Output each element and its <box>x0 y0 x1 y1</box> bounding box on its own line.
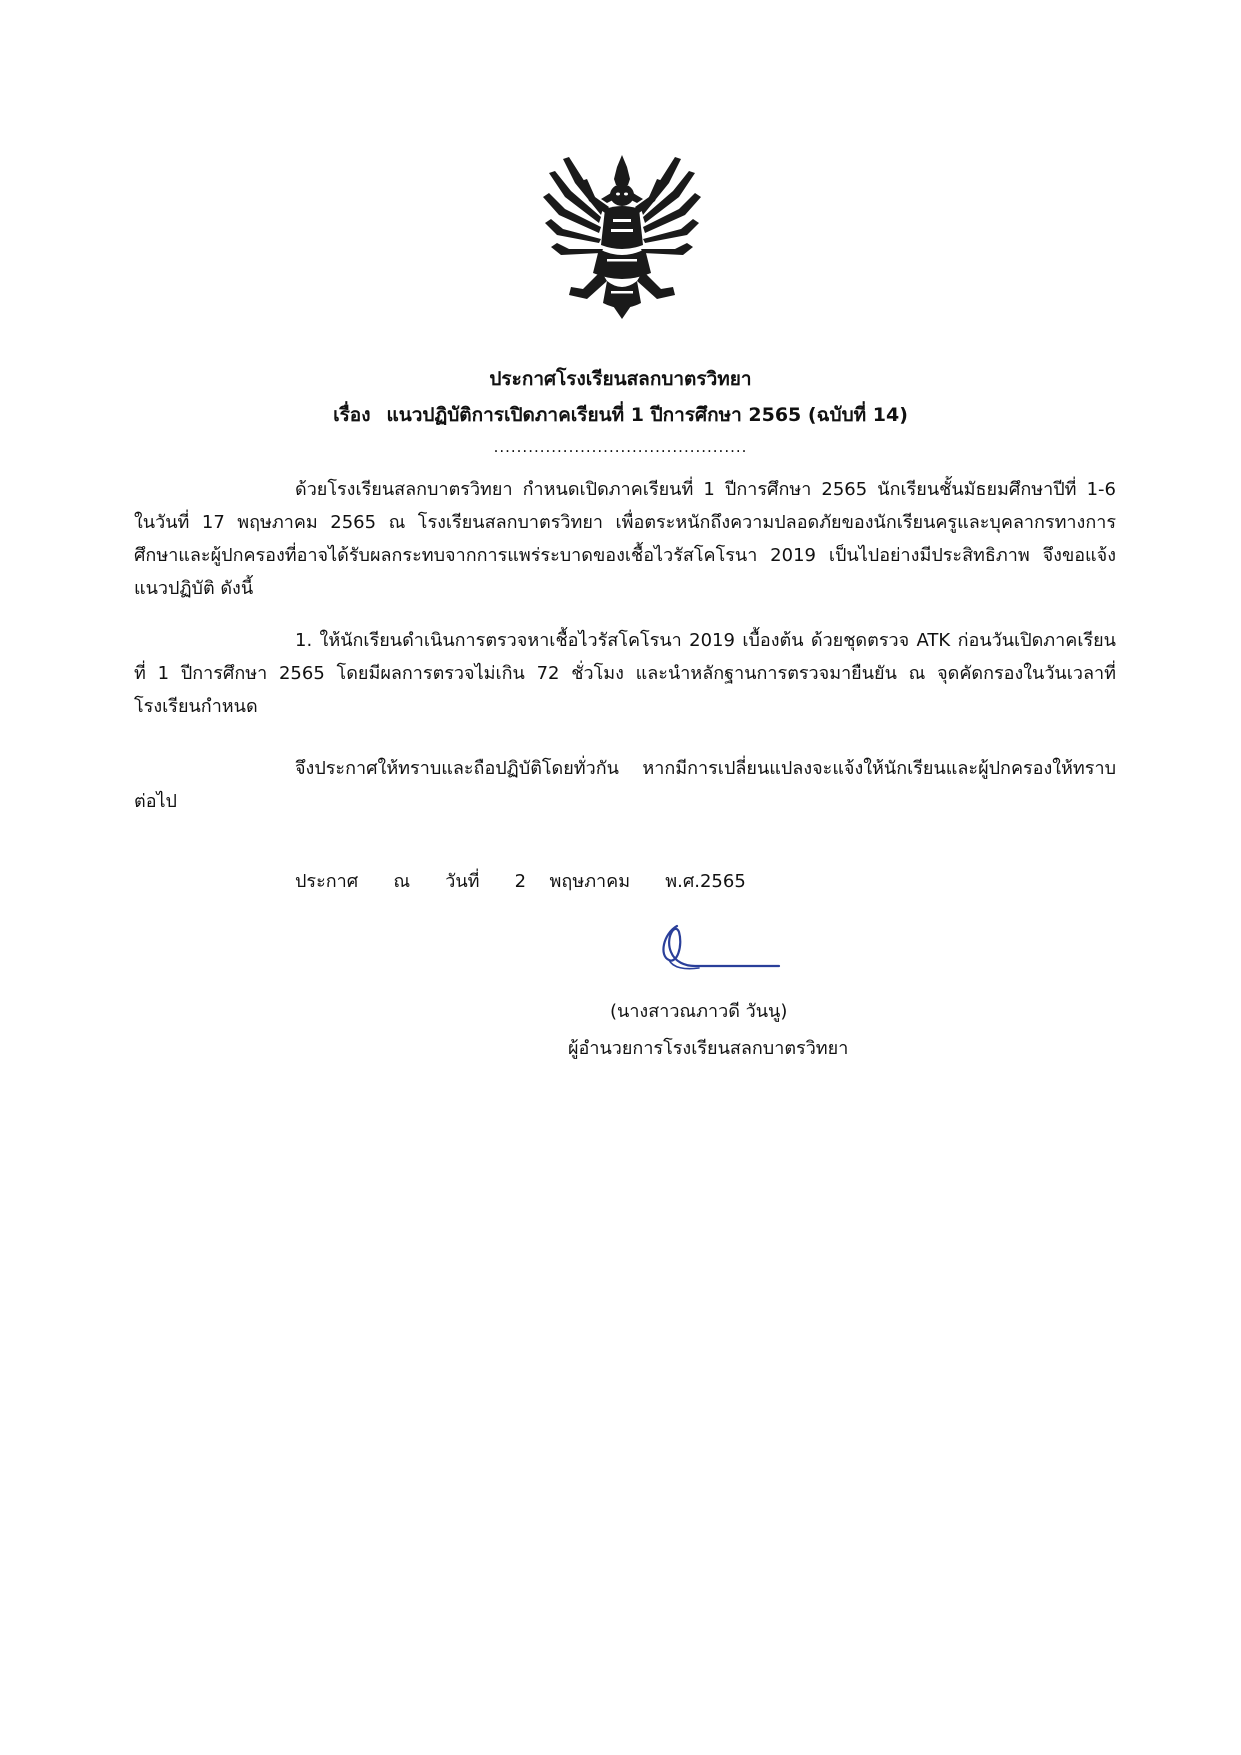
document-title: ประกาศโรงเรียนสลกบาตรวิทยา <box>489 368 752 390</box>
document-subject <box>0 400 1241 430</box>
announcement-date: ประกาศ ณ วันที่ 2 พฤษภาคม พ.ศ.2565 <box>295 871 746 892</box>
garuda-emblem-icon <box>541 153 704 321</box>
subject-label: เรื่อง <box>333 404 371 426</box>
signer-title: ผู้อำนวยการโรงเรียนสลกบาตรวิทยา <box>568 1038 849 1059</box>
handwritten-signature-icon <box>655 916 785 976</box>
body-paragraph-intro: ด้วยโรงเรียนสลกบาตรวิทยา กำหนดเปิดภาคเรียนที่ 1 ปีการศึกษา 2565 นักเรียนชั้นมัธยมศึกษาปีที่ 1-6 ในวันที่ 17 พฤษภาคม 2565 ณ โรงเรียนสลกบาตรวิทยา เพื่อตระหนักถึงความปลอดภัยของนักเรียนครูและบุคลากรทางการศึกษาและผู้ปกครองที่อาจได้รับผลกระทบจากการแพร่ระบาดของเชื้อไวรัสโคโรนา 2019 เป็นไปอย่างมีประสิทธิภาพ จึงขอแจ้งแนวปฏิบัติ ดังนี้ <box>134 479 1116 599</box>
body-paragraph-closing: จึงประกาศให้ทราบและถือปฏิบัติโดยทั่วกัน หากมีการเปลี่ยนแปลงจะแจ้งให้นักเรียนและผู้ปกครองให้ทราบต่อไป <box>134 758 1116 812</box>
subject-text: แนวปฏิบัติการเปิดภาคเรียนที่ 1 ปีการศึกษา 2565 (ฉบับที่ 14) <box>386 404 908 426</box>
title-separator: ............................................ <box>493 438 748 456</box>
signer-name: (นางสาวณภาวดี วันนู) <box>610 1001 788 1022</box>
body-paragraph-item-1: 1. ให้นักเรียนดำเนินการตรวจหาเชื้อไวรัสโคโรนา 2019 เบื้องต้น ด้วยชุดตรวจ ATK ก่อนวันเปิดภาคเรียนที่ 1 ปีการศึกษา 2565 โดยมีผลการตรวจไม่เกิน 72 ชั่วโมง และนำหลักฐานการตรวจมายืนยัน ณ จุดคัดกรองในวันเวลาที่โรงเรียนกำหนด <box>134 630 1116 717</box>
